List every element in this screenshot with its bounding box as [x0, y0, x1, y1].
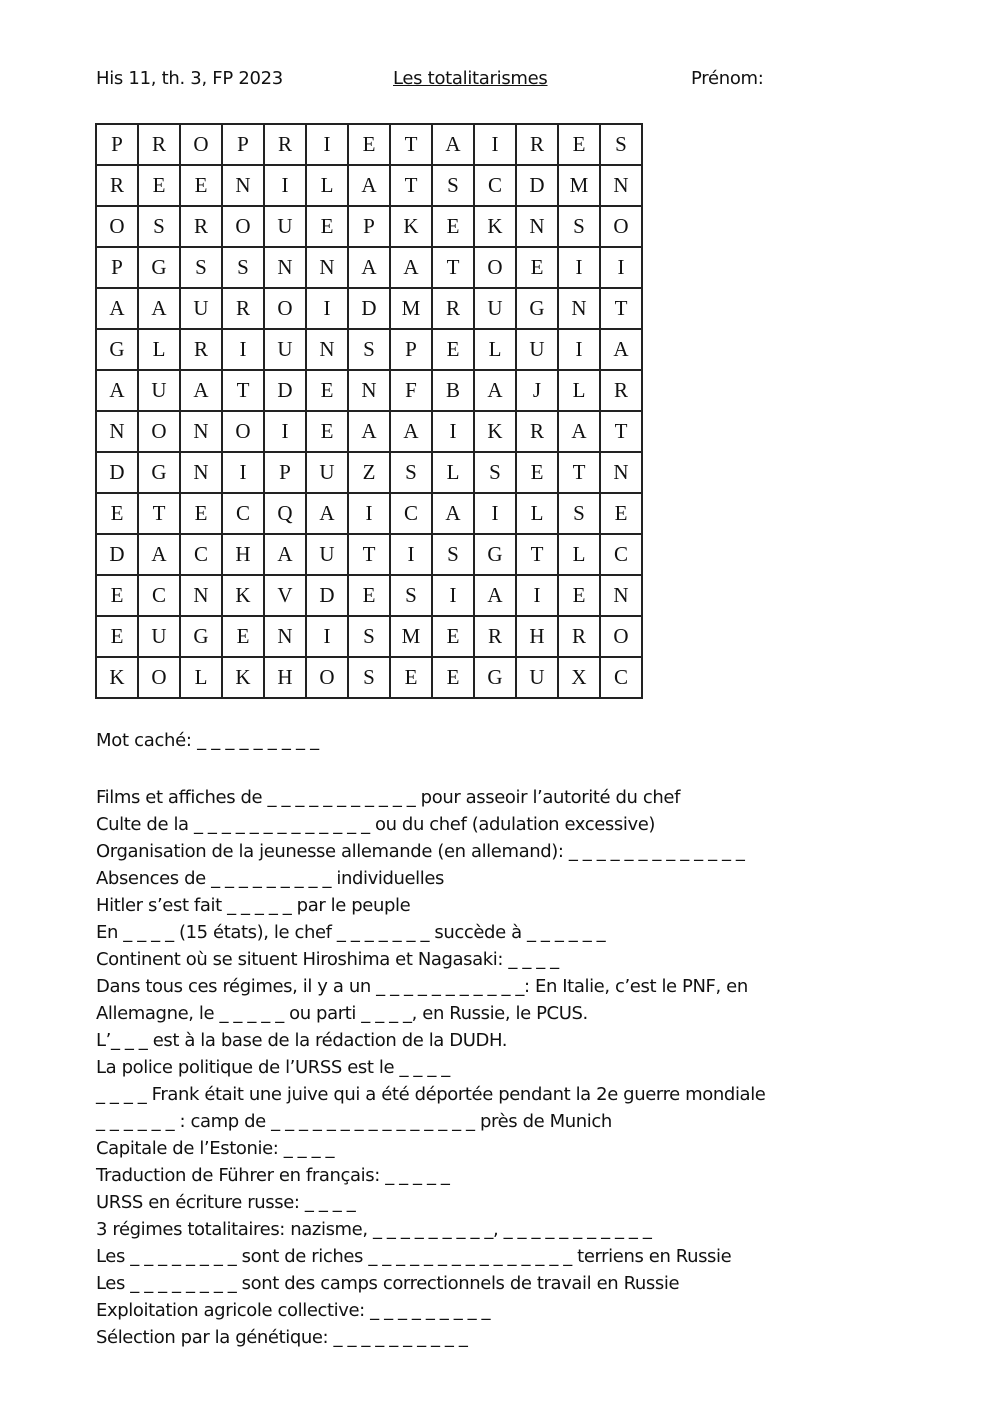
question-line: Allemagne, le _ _ _ _ _ ou parti _ _ _ _, en Russie, le PCUS. — [96, 1003, 588, 1024]
grid-cell[interactable]: A — [96, 288, 138, 329]
grid-cell[interactable]: E — [432, 616, 474, 657]
grid-cell[interactable]: E — [432, 329, 474, 370]
question-line: Les _ _ _ _ _ _ _ _ sont des camps correctionnels de travail en Russie — [96, 1273, 680, 1294]
grid-cell[interactable]: N — [96, 411, 138, 452]
grid-cell[interactable]: C — [600, 657, 642, 698]
grid-cell[interactable]: C — [474, 165, 516, 206]
grid-cell[interactable]: M — [390, 616, 432, 657]
grid-cell[interactable]: E — [558, 575, 600, 616]
grid-cell[interactable]: U — [516, 329, 558, 370]
grid-cell[interactable]: E — [96, 493, 138, 534]
grid-row — [96, 288, 642, 329]
grid-row — [96, 411, 642, 452]
grid-cell[interactable]: H — [222, 534, 264, 575]
grid-cell[interactable]: A — [390, 411, 432, 452]
grid-row — [96, 616, 642, 657]
grid-cell[interactable]: E — [516, 247, 558, 288]
grid-cell[interactable]: I — [432, 575, 474, 616]
grid-cell[interactable]: E — [306, 411, 348, 452]
grid-cell[interactable]: H — [516, 616, 558, 657]
grid-cell[interactable]: O — [96, 206, 138, 247]
grid-row — [96, 206, 642, 247]
grid-cell[interactable]: S — [390, 452, 432, 493]
grid-cell[interactable]: O — [600, 616, 642, 657]
grid-cell[interactable]: S — [474, 452, 516, 493]
grid-cell[interactable]: I — [306, 288, 348, 329]
grid-cell[interactable]: A — [474, 370, 516, 411]
grid-cell[interactable]: T — [138, 493, 180, 534]
grid-cell[interactable]: L — [474, 329, 516, 370]
grid-cell[interactable]: L — [432, 452, 474, 493]
grid-cell[interactable]: Q — [264, 493, 306, 534]
grid-cell[interactable]: C — [600, 534, 642, 575]
grid-cell[interactable]: I — [474, 493, 516, 534]
grid-cell[interactable]: A — [180, 370, 222, 411]
grid-cell[interactable]: A — [600, 329, 642, 370]
grid-cell[interactable]: R — [180, 329, 222, 370]
grid-cell[interactable]: S — [138, 206, 180, 247]
grid-cell[interactable]: G — [474, 657, 516, 698]
grid-cell[interactable]: N — [180, 575, 222, 616]
grid-cell[interactable]: E — [348, 575, 390, 616]
grid-cell[interactable]: C — [138, 575, 180, 616]
worksheet-header — [96, 68, 816, 98]
grid-cell[interactable]: U — [138, 616, 180, 657]
grid-cell[interactable]: G — [138, 247, 180, 288]
grid-cell[interactable]: B — [432, 370, 474, 411]
question-line: URSS en écriture russe: _ _ _ _ — [96, 1192, 356, 1213]
grid-cell[interactable]: P — [96, 124, 138, 165]
grid-cell[interactable]: S — [600, 124, 642, 165]
grid-cell[interactable]: T — [390, 124, 432, 165]
grid-cell[interactable]: U — [306, 452, 348, 493]
question-line: Hitler s’est fait _ _ _ _ _ par le peuple — [96, 895, 411, 916]
grid-cell[interactable]: U — [516, 657, 558, 698]
question-line: Culte de la _ _ _ _ _ _ _ _ _ _ _ _ _ ou du chef (adulation excessive) — [96, 814, 656, 835]
grid-cell[interactable]: D — [306, 575, 348, 616]
question-line: _ _ _ _ _ _ : camp de _ _ _ _ _ _ _ _ _ _ _ _ _ _ _ près de Munich — [96, 1111, 612, 1132]
grid-cell[interactable]: T — [222, 370, 264, 411]
grid-cell[interactable]: G — [96, 329, 138, 370]
grid-cell[interactable]: J — [516, 370, 558, 411]
grid-cell[interactable]: D — [516, 165, 558, 206]
grid-cell[interactable]: R — [138, 124, 180, 165]
grid-cell[interactable]: C — [180, 534, 222, 575]
grid-cell[interactable]: U — [264, 329, 306, 370]
grid-cell[interactable]: R — [600, 370, 642, 411]
grid-cell[interactable]: E — [180, 493, 222, 534]
question-line: Exploitation agricole collective: _ _ _ _ _ _ _ _ _ — [96, 1300, 491, 1321]
grid-cell[interactable]: E — [432, 206, 474, 247]
grid-cell[interactable]: S — [432, 534, 474, 575]
grid-cell[interactable]: E — [96, 616, 138, 657]
grid-cell[interactable]: R — [222, 288, 264, 329]
worksheet-title: Les totalitarismes — [393, 68, 548, 89]
grid-cell[interactable]: O — [306, 657, 348, 698]
grid-cell[interactable]: P — [348, 206, 390, 247]
grid-cell[interactable]: N — [600, 165, 642, 206]
question-line: Traduction de Führer en français: _ _ _ _ _ — [96, 1165, 450, 1186]
grid-row — [96, 370, 642, 411]
grid-cell[interactable]: A — [264, 534, 306, 575]
question-line: Dans tous ces régimes, il y a un _ _ _ _ _ _ _ _ _ _ _: En Italie, c’est le PNF, en — [96, 976, 748, 997]
grid-cell[interactable]: T — [558, 452, 600, 493]
grid-cell[interactable]: T — [600, 411, 642, 452]
grid-cell[interactable]: N — [264, 247, 306, 288]
grid-cell[interactable]: U — [180, 288, 222, 329]
grid-cell[interactable]: O — [180, 124, 222, 165]
grid-cell[interactable]: R — [516, 124, 558, 165]
grid-cell[interactable]: I — [306, 124, 348, 165]
grid-cell[interactable]: A — [138, 288, 180, 329]
grid-cell[interactable]: R — [474, 616, 516, 657]
question-line: Organisation de la jeunesse allemande (en allemand): _ _ _ _ _ _ _ _ _ _ _ _ _ — [96, 841, 745, 862]
grid-cell[interactable]: A — [306, 493, 348, 534]
word-search-grid — [95, 123, 643, 699]
grid-cell[interactable]: L — [516, 493, 558, 534]
grid-cell[interactable]: E — [222, 616, 264, 657]
grid-cell[interactable]: L — [180, 657, 222, 698]
question-line: 3 régimes totalitaires: nazisme, _ _ _ _ _ _ _ _ _, _ _ _ _ _ _ _ _ _ _ _ — [96, 1219, 652, 1240]
grid-cell[interactable]: S — [390, 575, 432, 616]
grid-cell[interactable]: A — [474, 575, 516, 616]
grid-cell[interactable]: P — [222, 124, 264, 165]
grid-cell[interactable]: D — [96, 534, 138, 575]
grid-cell[interactable]: R — [180, 206, 222, 247]
grid-row — [96, 247, 642, 288]
grid-cell[interactable]: D — [96, 452, 138, 493]
grid-cell[interactable]: R — [96, 165, 138, 206]
grid-cell[interactable]: E — [600, 493, 642, 534]
grid-cell[interactable]: N — [264, 616, 306, 657]
grid-cell[interactable]: O — [264, 288, 306, 329]
grid-cell[interactable]: O — [222, 411, 264, 452]
grid-cell[interactable]: D — [348, 288, 390, 329]
grid-cell[interactable]: E — [516, 452, 558, 493]
grid-cell[interactable]: S — [348, 329, 390, 370]
grid-cell[interactable]: I — [306, 616, 348, 657]
grid-cell[interactable]: I — [432, 411, 474, 452]
grid-cell[interactable]: E — [348, 124, 390, 165]
question-line: En _ _ _ _ (15 états), le chef _ _ _ _ _ _ _ succède à _ _ _ _ _ _ — [96, 922, 606, 943]
grid-cell[interactable]: F — [390, 370, 432, 411]
grid-cell[interactable]: G — [138, 452, 180, 493]
grid-cell[interactable]: A — [348, 165, 390, 206]
question-line: Capitale de l’Estonie: _ _ _ _ — [96, 1138, 335, 1159]
question-list — [96, 784, 896, 1351]
grid-cell[interactable]: T — [390, 165, 432, 206]
grid-cell[interactable]: U — [264, 206, 306, 247]
grid-cell[interactable]: A — [138, 534, 180, 575]
grid-cell[interactable]: N — [180, 411, 222, 452]
course-label: His 11, th. 3, FP 2023 — [96, 68, 283, 89]
grid-cell[interactable]: D — [264, 370, 306, 411]
grid-cell[interactable]: I — [222, 329, 264, 370]
grid-cell[interactable]: U — [474, 288, 516, 329]
grid-cell[interactable]: A — [348, 411, 390, 452]
grid-cell[interactable]: N — [558, 288, 600, 329]
grid-cell[interactable]: A — [558, 411, 600, 452]
grid-row — [96, 329, 642, 370]
grid-cell[interactable]: C — [222, 493, 264, 534]
grid-row — [96, 165, 642, 206]
grid-row — [96, 534, 642, 575]
grid-cell[interactable]: L — [306, 165, 348, 206]
grid-cell[interactable]: C — [390, 493, 432, 534]
grid-cell[interactable]: E — [96, 575, 138, 616]
grid-row — [96, 452, 642, 493]
grid-cell[interactable]: O — [222, 206, 264, 247]
name-label: Prénom: — [691, 68, 764, 89]
grid-cell[interactable]: A — [390, 247, 432, 288]
grid-cell[interactable]: K — [474, 206, 516, 247]
grid-cell[interactable]: I — [558, 247, 600, 288]
question-line: L’_ _ _ est à la base de la rédaction de la DUDH. — [96, 1030, 508, 1051]
grid-cell[interactable]: E — [390, 657, 432, 698]
grid-cell[interactable]: K — [390, 206, 432, 247]
grid-cell[interactable]: X — [558, 657, 600, 698]
grid-cell[interactable]: L — [558, 534, 600, 575]
grid-cell[interactable]: I — [516, 575, 558, 616]
grid-cell[interactable]: I — [558, 329, 600, 370]
grid-cell[interactable]: T — [516, 534, 558, 575]
grid-cell[interactable]: I — [264, 165, 306, 206]
grid-cell[interactable]: E — [180, 165, 222, 206]
grid-cell[interactable]: N — [600, 452, 642, 493]
question-line: Les _ _ _ _ _ _ _ _ sont de riches _ _ _ _ _ _ _ _ _ _ _ _ _ _ _ terriens en Russie — [96, 1246, 732, 1267]
grid-cell[interactable]: E — [306, 206, 348, 247]
grid-cell[interactable]: O — [474, 247, 516, 288]
grid-cell[interactable]: N — [306, 329, 348, 370]
grid-cell[interactable]: R — [432, 288, 474, 329]
grid-cell[interactable]: K — [222, 575, 264, 616]
grid-cell[interactable]: S — [432, 165, 474, 206]
grid-cell[interactable]: S — [558, 493, 600, 534]
hidden-word-prompt: Mot caché: _ _ _ _ _ _ _ _ _ — [96, 730, 319, 751]
grid-row — [96, 657, 642, 698]
grid-row — [96, 493, 642, 534]
question-line: _ _ _ _ Frank était une juive qui a été déportée pendant la 2e guerre mondiale — [96, 1084, 766, 1105]
question-line: Absences de _ _ _ _ _ _ _ _ _ individuelles — [96, 868, 445, 889]
grid-cell[interactable]: I — [600, 247, 642, 288]
grid-cell[interactable]: V — [264, 575, 306, 616]
grid-cell[interactable]: G — [180, 616, 222, 657]
grid-cell[interactable]: P — [390, 329, 432, 370]
grid-cell[interactable]: G — [474, 534, 516, 575]
grid-cell[interactable]: I — [222, 452, 264, 493]
question-line: Sélection par la génétique: _ _ _ _ _ _ _ _ _ _ — [96, 1327, 468, 1348]
grid-cell[interactable]: K — [222, 657, 264, 698]
grid-cell[interactable]: O — [138, 657, 180, 698]
grid-cell[interactable]: H — [264, 657, 306, 698]
grid-cell[interactable]: M — [558, 165, 600, 206]
grid-cell[interactable]: E — [558, 124, 600, 165]
grid-cell[interactable]: T — [600, 288, 642, 329]
grid-cell[interactable]: N — [600, 575, 642, 616]
grid-cell[interactable]: P — [264, 452, 306, 493]
grid-cell[interactable]: R — [264, 124, 306, 165]
grid-cell[interactable]: I — [390, 534, 432, 575]
grid-cell[interactable]: K — [474, 411, 516, 452]
grid-cell[interactable]: A — [96, 370, 138, 411]
grid-cell[interactable]: O — [138, 411, 180, 452]
question-line: Continent où se situent Hiroshima et Nagasaki: _ _ _ _ — [96, 949, 559, 970]
grid-cell[interactable]: T — [432, 247, 474, 288]
grid-cell[interactable]: L — [558, 370, 600, 411]
grid-cell[interactable]: E — [306, 370, 348, 411]
grid-cell[interactable]: E — [138, 165, 180, 206]
grid-cell[interactable]: A — [432, 124, 474, 165]
grid-cell[interactable]: E — [432, 657, 474, 698]
grid-cell[interactable]: N — [222, 165, 264, 206]
grid-cell[interactable]: N — [306, 247, 348, 288]
grid-cell[interactable]: S — [348, 657, 390, 698]
grid-cell[interactable]: G — [516, 288, 558, 329]
grid-cell[interactable]: U — [306, 534, 348, 575]
grid-cell[interactable]: N — [180, 452, 222, 493]
grid-cell[interactable]: A — [348, 247, 390, 288]
grid-cell[interactable]: O — [600, 206, 642, 247]
grid-cell[interactable]: M — [390, 288, 432, 329]
grid-cell[interactable]: I — [348, 493, 390, 534]
grid-cell[interactable]: A — [432, 493, 474, 534]
grid-row — [96, 575, 642, 616]
grid-row — [96, 124, 642, 165]
grid-cell[interactable]: I — [264, 411, 306, 452]
grid-cell[interactable]: U — [138, 370, 180, 411]
question-line: La police politique de l’URSS est le _ _ _ _ — [96, 1057, 450, 1078]
grid-cell[interactable]: R — [558, 616, 600, 657]
grid-cell[interactable]: S — [348, 616, 390, 657]
grid-cell[interactable]: R — [516, 411, 558, 452]
grid-cell[interactable]: K — [96, 657, 138, 698]
grid-cell[interactable]: L — [138, 329, 180, 370]
grid-cell[interactable]: P — [96, 247, 138, 288]
grid-cell[interactable]: I — [474, 124, 516, 165]
grid-cell[interactable]: S — [558, 206, 600, 247]
grid-cell[interactable]: N — [348, 370, 390, 411]
grid-cell[interactable]: N — [516, 206, 558, 247]
grid-cell[interactable]: Z — [348, 452, 390, 493]
question-line: Films et affiches de _ _ _ _ _ _ _ _ _ _ _ pour asseoir l’autorité du chef — [96, 787, 681, 808]
grid-cell[interactable]: T — [348, 534, 390, 575]
grid-cell[interactable]: S — [180, 247, 222, 288]
grid-cell[interactable]: S — [222, 247, 264, 288]
